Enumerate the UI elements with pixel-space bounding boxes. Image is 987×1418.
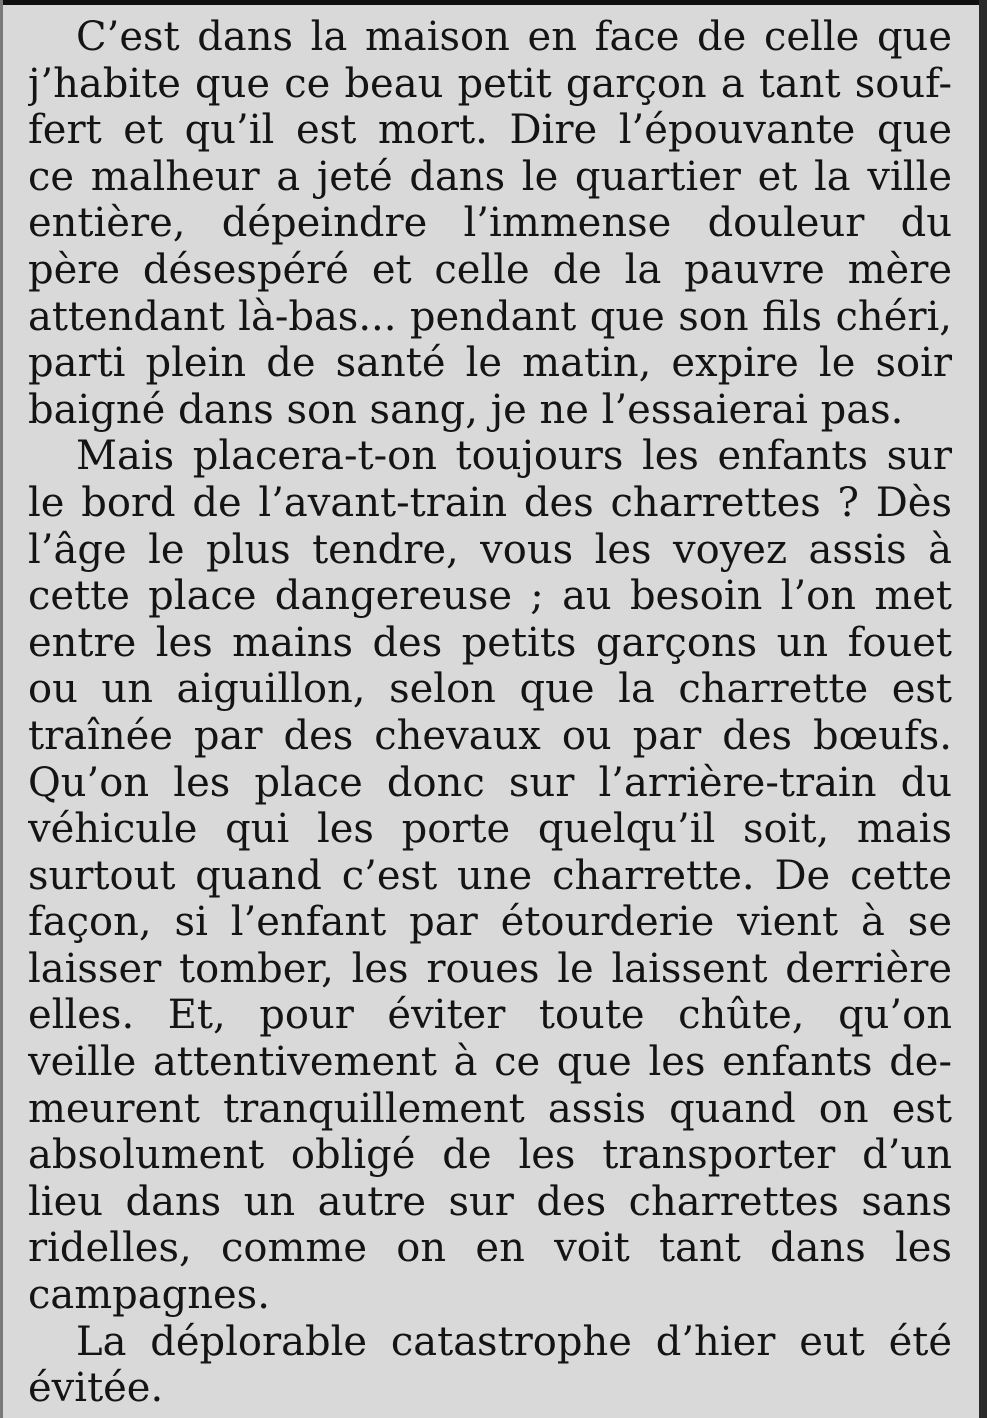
text-line: ce malheur a jeté dans le quartier et la ville [28,153,952,200]
text-line: ridelles, comme on en voit tant dans les [28,1225,952,1272]
text-line: parti plein de santé le matin, expire le soir [28,340,952,387]
text-line: Mais placera-t-on toujours les enfants sur [76,433,952,480]
text-line: absolument obligé de les transporter d’un [28,1132,952,1179]
text-line: entre les mains des petits garçons un fouet [28,619,952,666]
text-line: Qu’on les place donc sur l’arrière-train du [28,759,952,806]
text-line: elles. Et, pour éviter toute chûte, qu’on [28,992,952,1039]
text-line: attendant là-bas... pendant que son fils chéri, [28,293,952,340]
text-line: C’est dans la maison en face de celle que [76,14,952,60]
text-line: traînée par des chevaux ou par des bœufs. [28,712,952,759]
text-line: fert et qu’il est mort. Dire l’épouvante que [28,107,952,154]
text-line: évitée. [28,1365,164,1412]
text-line: façon, si l’enfant par étourderie vient à se [28,899,952,946]
text-line: La déplorable catastrophe d’hier eut été [76,1318,952,1365]
paragraph-1 [28,14,952,433]
text-line: baigné dans son sang, je ne l’essaierai pas. [28,386,904,433]
text-line: le bord de l’avant-train des charrettes ? Dès [28,479,952,526]
text-line: laisser tomber, les roues le laissent derrière [28,945,952,992]
text-line: veille attentivement à ce que les enfants de- [28,1039,952,1086]
paragraph-2 [28,433,952,1318]
article-column [28,14,952,1412]
text-line: meurent tranquillement assis quand on est [28,1085,952,1132]
text-line: père désespéré et celle de la pauvre mère [28,246,952,293]
scan-border-right [979,0,987,1418]
paragraph-3 [28,1319,952,1412]
text-line: lieu dans un autre sur des charrettes sans [28,1178,952,1225]
text-line: véhicule qui les porte quelqu’il soit, mais [28,806,952,853]
scan-border-top [0,0,987,5]
text-line: surtout quand c’est une charrette. De cette [28,852,952,899]
text-line: campagnes. [28,1272,270,1319]
text-line: entière, dépeindre l’immense douleur du [28,200,952,247]
text-line: j’habite que ce beau petit garçon a tant souf- [28,60,952,107]
text-line: ou un aiguillon, selon que la charrette est [28,666,952,713]
scan-border-left [0,0,3,1418]
text-line: l’âge le plus tendre, vous les voyez assis à [28,526,952,573]
text-line: cette place dangereuse ; au besoin l’on met [28,573,952,620]
